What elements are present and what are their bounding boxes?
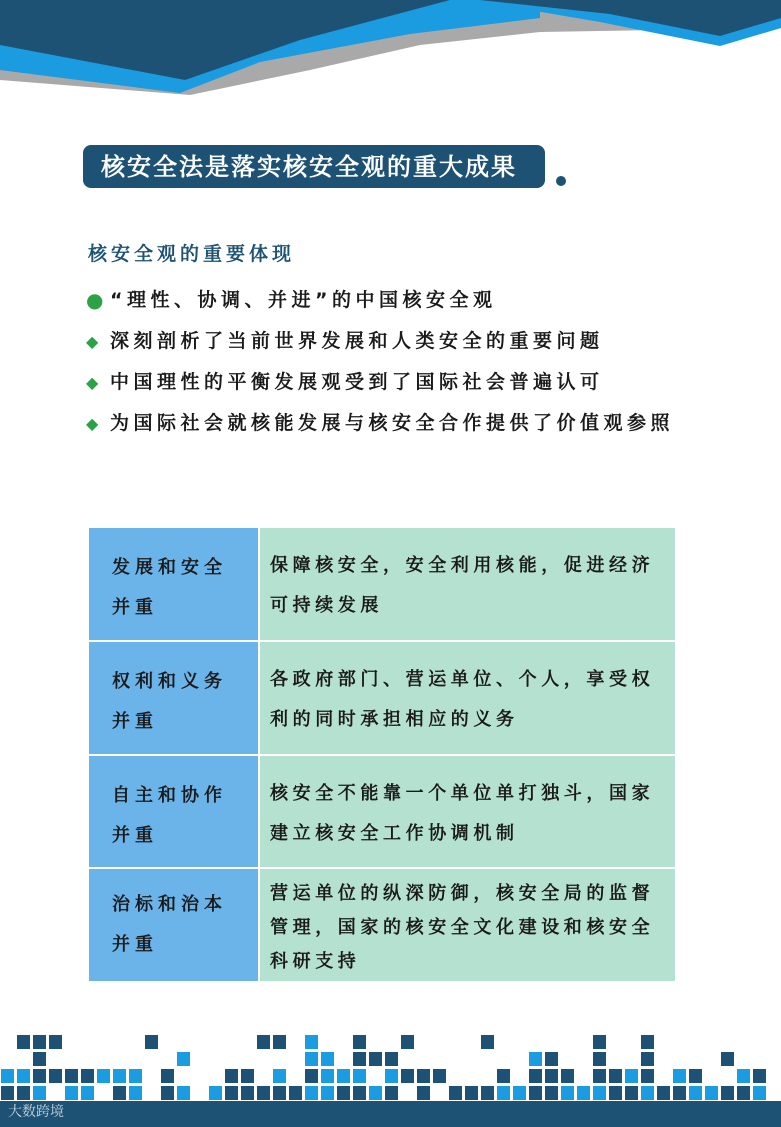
footer-square: [369, 1052, 382, 1066]
footer-square: [241, 1086, 254, 1100]
footer-square: [721, 1086, 734, 1100]
footer-square: [737, 1086, 750, 1100]
list-item-text: 中国理性的平衡发展观受到了国际社会普遍认可: [110, 371, 604, 393]
principle-name: 自主和协作并重: [89, 756, 260, 868]
bullet-list: [86, 280, 686, 444]
footer-square: [385, 1069, 398, 1083]
footer-square: [209, 1086, 222, 1100]
footer-square: [33, 1069, 46, 1083]
footer-square: [353, 1052, 366, 1066]
principle-name: 发展和安全并重: [89, 528, 260, 640]
footer-square: [529, 1069, 542, 1083]
footer-square: [481, 1035, 494, 1049]
footer-square: [705, 1086, 718, 1100]
footer-square: [81, 1069, 94, 1083]
footer-square: [353, 1035, 366, 1049]
footer-square: [273, 1035, 286, 1049]
principle-description: 各政府部门、营运单位、个人，享受权利的同时承担相应的义务: [260, 642, 675, 754]
footer-square: [593, 1086, 606, 1100]
list-item-text: “理性、协调、并进”的中国核安全观: [110, 289, 497, 311]
list-item-text: 深刻剖析了当前世界发展和人类安全的重要问题: [110, 330, 604, 352]
list-item-text: 为国际社会就核能发展与核安全合作提供了价值观参照: [110, 412, 675, 434]
footer-square: [593, 1069, 606, 1083]
footer-square: [481, 1086, 494, 1100]
principle-name: 权利和义务并重: [89, 642, 260, 754]
footer-square: [177, 1052, 190, 1066]
footer-square: [17, 1086, 30, 1100]
footer-square: [257, 1035, 270, 1049]
footer-square: [433, 1069, 446, 1083]
footer-square: [177, 1086, 190, 1100]
principle-description: 核安全不能靠一个单位单打独斗，国家建立核安全工作协调机制: [260, 756, 675, 868]
section-heading: 核安全观的重要体现: [88, 243, 296, 265]
footer-square: [321, 1069, 334, 1083]
footer-square: [49, 1035, 62, 1049]
top-decorative-band: [0, 0, 781, 110]
principle-description: 保障核安全，安全利用核能，促进经济可持续发展: [260, 528, 675, 640]
footer-square: [529, 1052, 542, 1066]
page-title-banner: [83, 145, 545, 188]
footer-square: [33, 1052, 46, 1066]
title-dot-icon: [556, 176, 566, 186]
table-row: [89, 756, 675, 870]
footer-square: [305, 1086, 318, 1100]
footer-square: [545, 1052, 558, 1066]
principles-table: [89, 528, 675, 981]
footer-square: [81, 1086, 94, 1100]
footer-square: [353, 1086, 366, 1100]
watermark: 大数跨境: [8, 1104, 64, 1120]
footer-square: [305, 1069, 318, 1083]
footer-square: [17, 1035, 30, 1049]
footer-square: [385, 1052, 398, 1066]
footer-square: [513, 1086, 526, 1100]
footer-square: [593, 1052, 606, 1066]
footer-square: [337, 1069, 350, 1083]
footer-square: [673, 1069, 686, 1083]
footer-square: [353, 1069, 366, 1083]
principle-name: 治标和治本并重: [89, 869, 260, 981]
footer-square: [337, 1086, 350, 1100]
footer-square: [657, 1086, 670, 1100]
footer-square: [449, 1086, 462, 1100]
footer-square: [97, 1069, 110, 1083]
footer-square: [65, 1086, 78, 1100]
footer-square: [305, 1052, 318, 1066]
footer-square: [161, 1086, 174, 1100]
footer-square: [225, 1086, 238, 1100]
footer-square: [497, 1069, 510, 1083]
principle-description: 营运单位的纵深防御，核安全局的监督管理，国家的核安全文化建设和核安全科研支持: [260, 869, 675, 981]
footer-square: [593, 1035, 606, 1049]
footer-square: [321, 1086, 334, 1100]
footer-square: [65, 1069, 78, 1083]
footer-square: [609, 1069, 622, 1083]
table-row: [89, 528, 675, 642]
footer-square: [225, 1069, 238, 1083]
footer-square: [721, 1052, 734, 1066]
footer-square: [625, 1086, 638, 1100]
footer-square: [545, 1086, 558, 1100]
footer-square: [529, 1086, 542, 1100]
footer-square: [17, 1069, 30, 1083]
footer-square: [129, 1069, 142, 1083]
footer-square: [1, 1069, 14, 1083]
footer-square: [465, 1086, 478, 1100]
footer-square: [257, 1086, 270, 1100]
footer-square: [689, 1069, 702, 1083]
footer-square: [401, 1069, 414, 1083]
footer-square: [129, 1086, 142, 1100]
footer-square: [561, 1086, 574, 1100]
footer-square: [641, 1052, 654, 1066]
footer-square: [113, 1069, 126, 1083]
footer-square: [49, 1069, 62, 1083]
green-diamond-icon: ◆: [86, 332, 103, 351]
footer-square: [753, 1086, 766, 1100]
footer-square: [289, 1086, 302, 1100]
footer-square: [305, 1035, 318, 1049]
footer-square: [1, 1086, 14, 1100]
footer-square: [273, 1086, 286, 1100]
footer-square: [689, 1086, 702, 1100]
footer-square: [737, 1069, 750, 1083]
footer-square: [145, 1035, 158, 1049]
table-row: [89, 869, 675, 981]
green-diamond-icon: ◆: [86, 373, 103, 392]
footer-pixel-pattern: [0, 1027, 781, 1127]
footer-square: [113, 1086, 126, 1100]
list-item: [86, 362, 686, 403]
footer-square: [673, 1086, 686, 1100]
list-item: [86, 321, 686, 362]
green-dot-icon: ●: [86, 288, 108, 312]
footer-square: [385, 1086, 398, 1100]
footer-square: [369, 1086, 382, 1100]
footer-square: [577, 1086, 590, 1100]
footer-square: [417, 1069, 430, 1083]
footer-square: [273, 1069, 286, 1083]
footer-square: [33, 1086, 46, 1100]
footer-square: [161, 1069, 174, 1083]
footer-square: [753, 1069, 766, 1083]
footer-square: [33, 1035, 46, 1049]
footer-square: [561, 1069, 574, 1083]
footer-square: [641, 1086, 654, 1100]
page-title: 核安全法是落实核安全观的重大成果: [101, 152, 517, 181]
list-item: [86, 403, 686, 444]
footer-square: [241, 1069, 254, 1083]
footer-square: [321, 1052, 334, 1066]
footer-square: [545, 1069, 558, 1083]
list-item: [86, 280, 686, 321]
green-diamond-icon: ◆: [86, 414, 103, 433]
footer-square: [497, 1086, 510, 1100]
table-row: [89, 642, 675, 756]
footer-square: [625, 1069, 638, 1083]
footer-square: [641, 1069, 654, 1083]
footer-square: [401, 1035, 414, 1049]
footer-square: [641, 1035, 654, 1049]
footer-square: [609, 1086, 622, 1100]
footer-square: [417, 1086, 430, 1100]
